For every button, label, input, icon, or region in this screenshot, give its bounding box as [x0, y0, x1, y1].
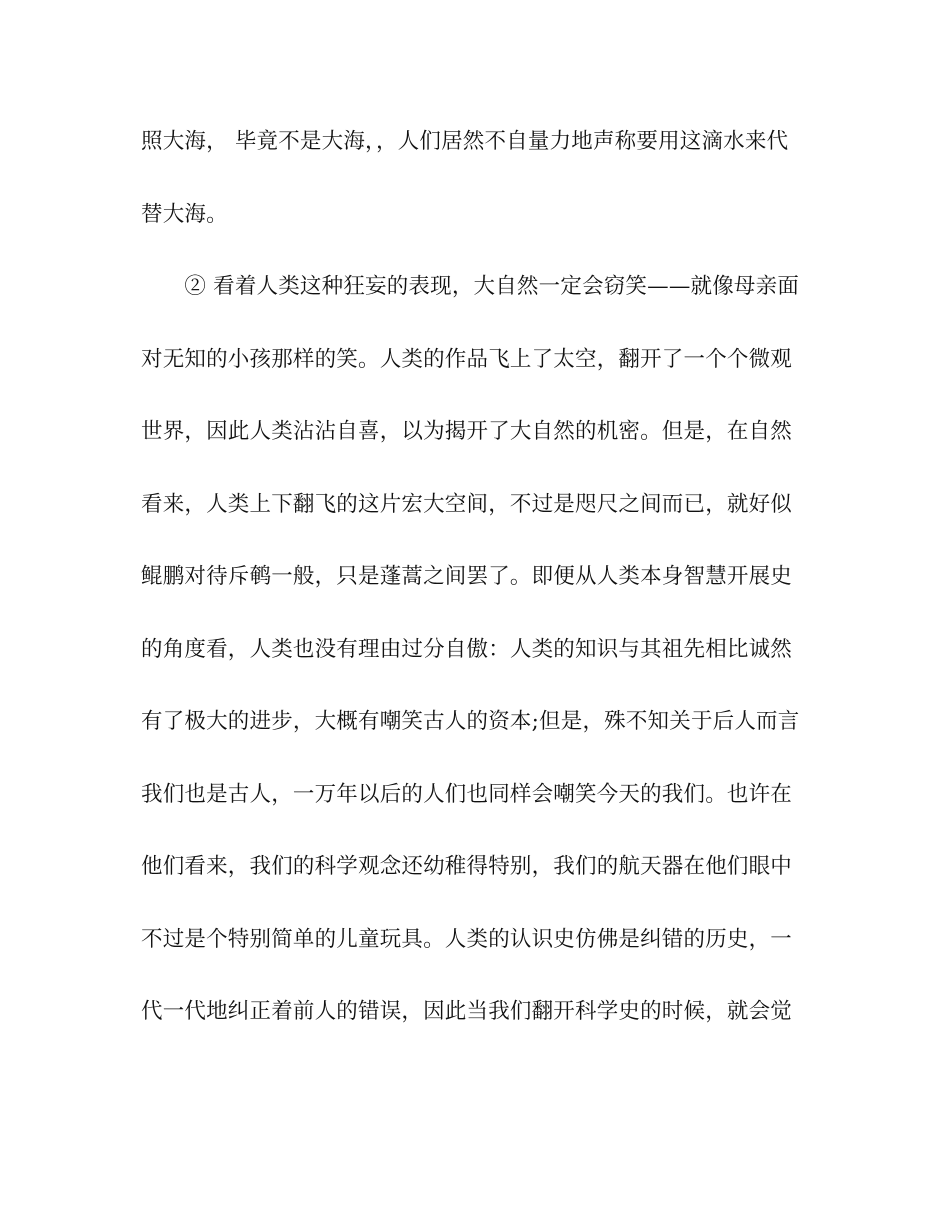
text-line: 他们看来，我们的科学观念还幼稚得特别，我们的航天器在他们眼中 [141, 854, 793, 879]
text-line: 我们也是古人，一万年以后的人们也同样会嘲笑今天的我们。也许在 [141, 781, 793, 807]
text-line: 的角度看，人类也没有理由过分自傲：人类的知识与其祖先相比诚然 [141, 636, 793, 662]
text-line: 代一代地纠正着前人的错误，因此当我们翻开科学史的时候，就会觉 [141, 999, 793, 1024]
text-line: 鲲鹏对待斥鹌一般，只是蓬蒿之间罢了。即便从人类本身智慧开展史 [141, 564, 793, 589]
text-line: 对无知的小孩那样的笑。人类的作品飞上了太空，翻开了一个个微观 [141, 346, 793, 372]
body-text [141, 122, 821, 1065]
text-line: 替大海。 [141, 201, 228, 227]
text-line: 照大海， 毕竟不是大海，，人们居然不自量力地声称要用这滴水来代 [141, 129, 789, 154]
text-line: 有了极大的进步，大概有嘲笑古人的资本;但是，殊不知关于后人而言 [141, 709, 800, 734]
text-line: 看来，人类上下翻飞的这片宏大空间，不过是咫尺之间而已，就好似 [141, 491, 793, 517]
paragraph-start-line: ② 看着人类这种狂妄的表现，大自然一定会窃笑——就像母亲面 [141, 274, 800, 299]
text-line: 世界，因此人类沾沾自喜，以为揭开了大自然的机密。但是，在自然 [141, 419, 793, 444]
text-line: 不过是个特别简单的儿童玩具。人类的认识史仿佛是纠错的历史，一 [141, 926, 793, 952]
